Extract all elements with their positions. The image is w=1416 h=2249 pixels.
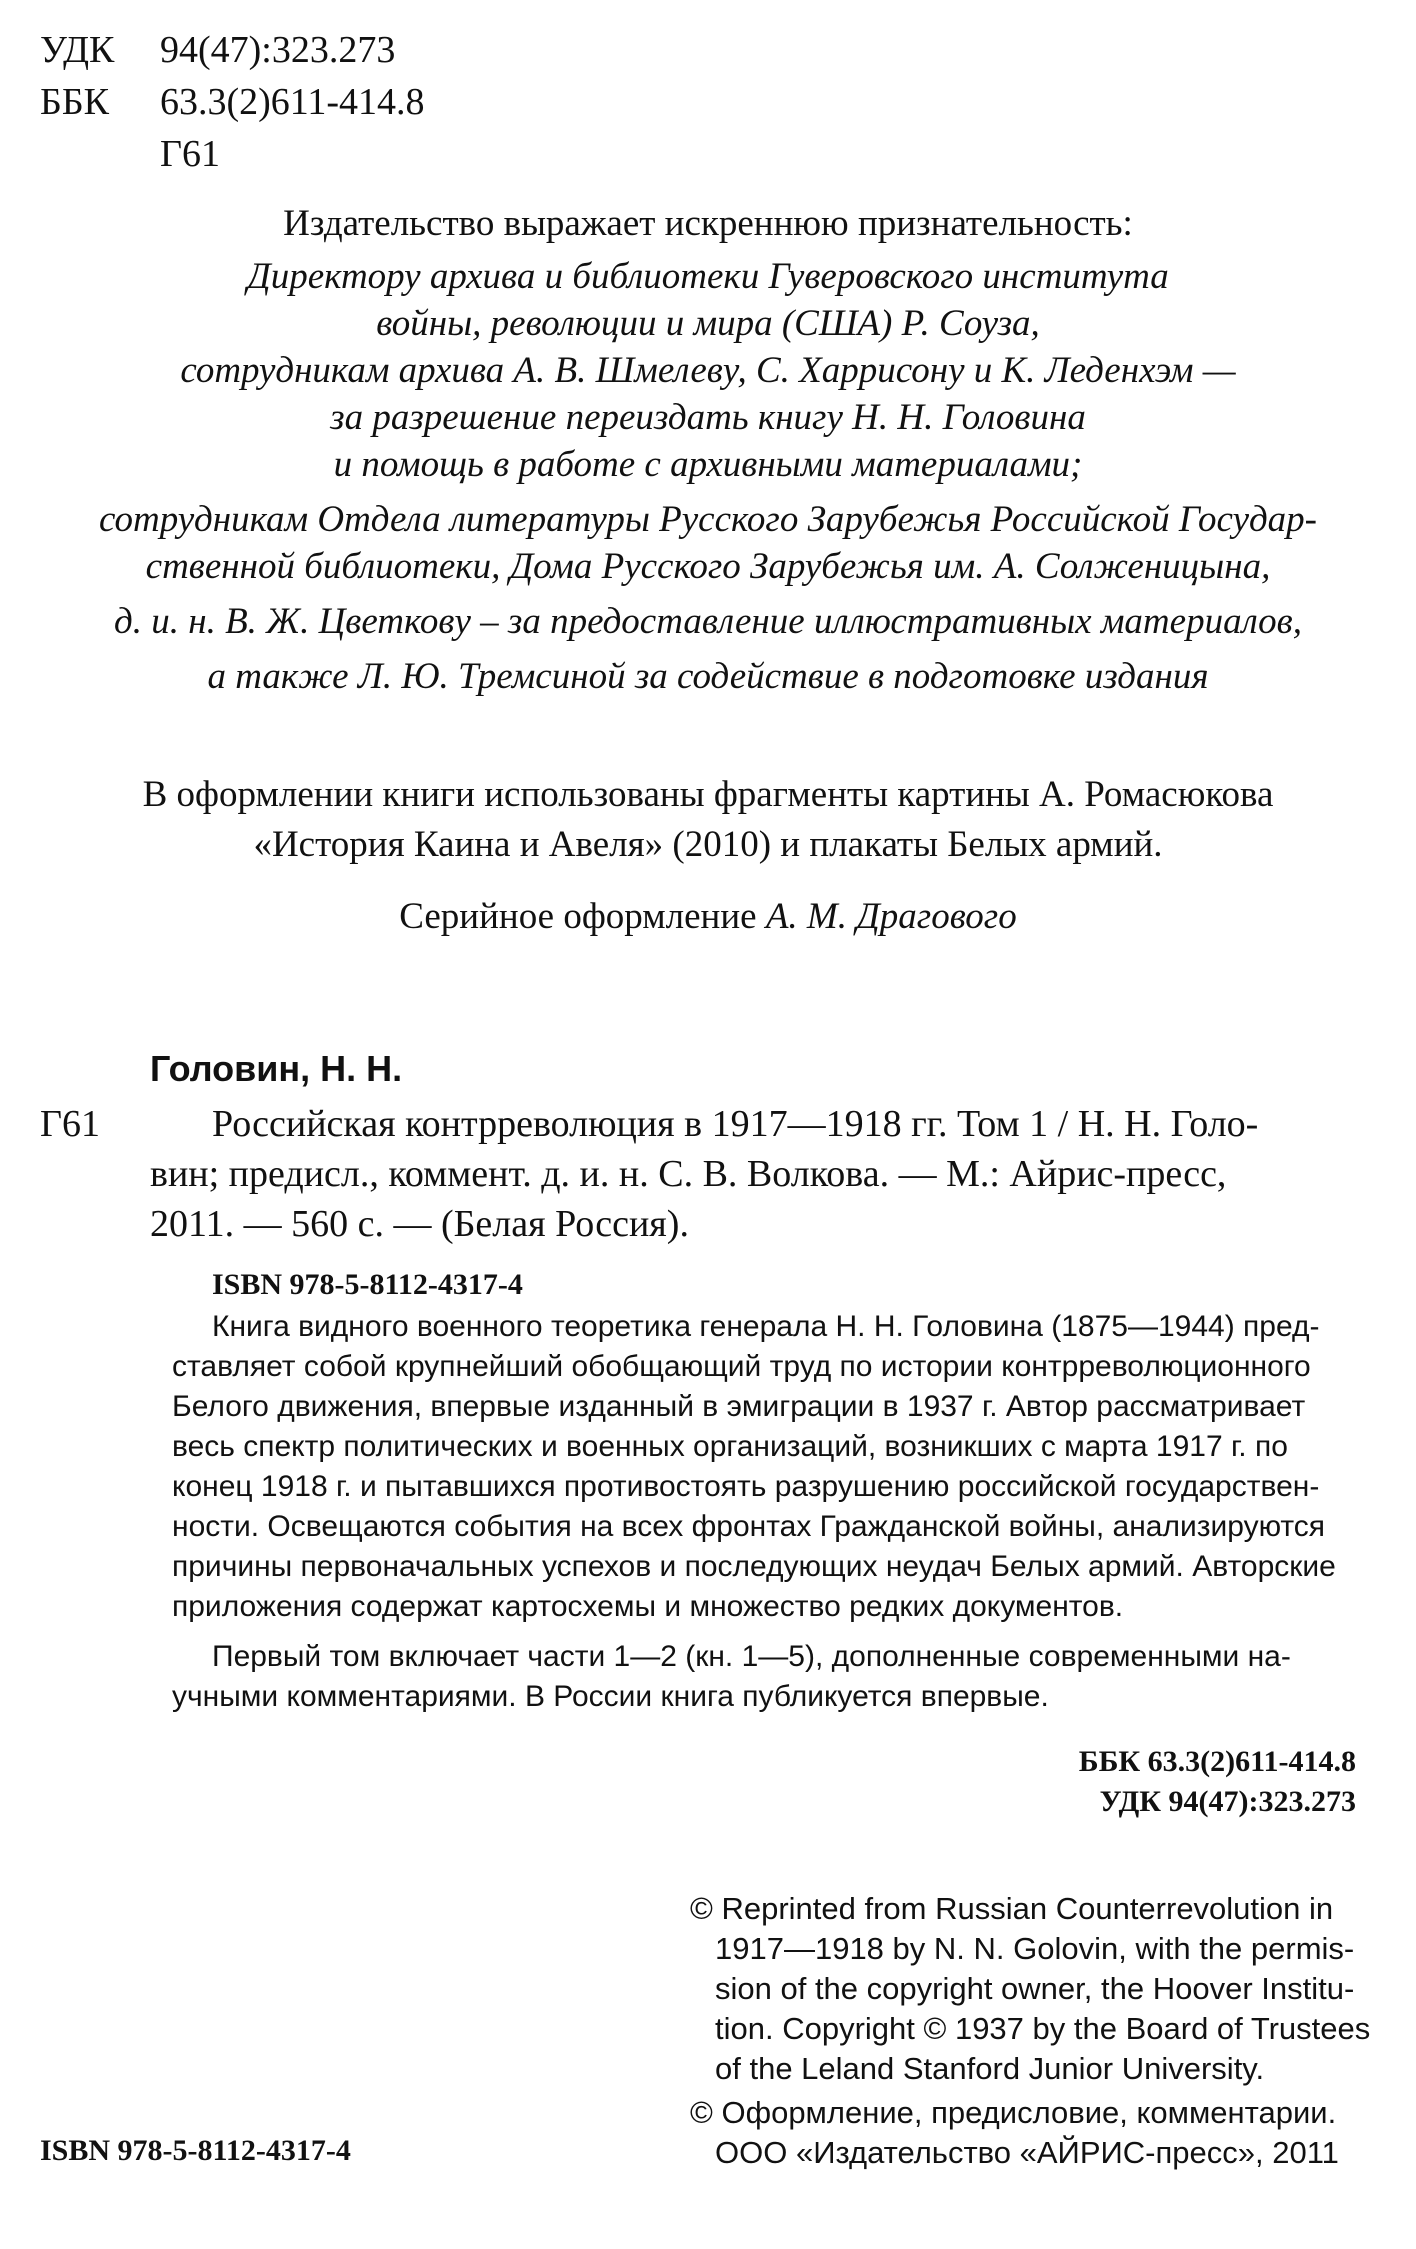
abstract-line: учными комментариями. В России книга публикуется впервые. [172,1680,1049,1713]
abstract-line: весь спектр политических и военных организаций, возникших с марта 1917 г. по [172,1430,1288,1463]
acknowledgements [40,200,1376,700]
copyright-line: tion. Copyright © 1937 by the Board of Trustees [715,2011,1371,2046]
acknowledgement-line: за разрешение переиздать книгу Н. Н. Головина [330,397,1086,438]
copyright-line: of the Leland Stanford Junior University. [715,2051,1265,2086]
acknowledgement-line: Директору архива и библиотеки Гуверовского института [247,256,1169,297]
copyright-line: 1917—1918 by N. N. Golovin, with the permis- [715,1931,1355,1966]
bbk-value: 63.3(2)611-414.8 [160,81,425,123]
acknowledgements-intro: Издательство выражает искреннюю признательность: [283,203,1133,244]
acknowledgement-line: войны, революции и мира (США) Р. Соуза, [376,303,1040,344]
design-note [40,770,1376,870]
author-mark-top: Г61 [160,133,220,175]
author-heading: Головин, Н. Н. [150,1048,403,1089]
copyright-line: ООО «Издательство «АЙРИС-пресс», 2011 [715,2135,1339,2170]
entry-line: Российская контрреволюция в 1917—1918 гг. Том 1 / Н. Н. Голо- [212,1103,1259,1145]
entry-bbk: ББК 63.3(2)611-414.8 [1078,1745,1356,1778]
udk-value: 94(47):323.273 [160,29,396,71]
entry-line: 2011. — 560 с. — (Белая Россия). [150,1203,689,1245]
acknowledgement-line: и помощь в работе с архивными материалами; [333,444,1083,485]
design-note-line: В оформлении книги использованы фрагменты картины А. Ромасюкова [142,774,1274,815]
design-note-line: «История Каина и Авеля» (2010) и плакаты Белых армий. [253,824,1163,865]
author-mark: Г61 [40,1103,100,1145]
acknowledgement-line: а также Л. Ю. Тремсиной за содействие в подготовке издания [207,656,1209,697]
acknowledgement-line: сотрудникам архива А. В. Шмелеву, С. Харрисону и К. Леденхэм — [180,350,1236,391]
series-designer: А. М. Драгового [765,896,1017,937]
copyright-line: © Оформление, предисловие, комментарии. [690,2095,1337,2130]
abstract-line: ставляет собой крупнейший обобщающий труд по истории контрреволюционного [172,1350,1311,1383]
bottom-isbn: ISBN 978-5-8112-4317-4 [40,2134,351,2167]
acknowledgement-line: д. и. н. В. Ж. Цветкову – за предоставление иллюстративных материалов, [114,601,1302,642]
series-design-label: Серийное оформление [399,896,757,937]
abstract-line: Первый том включает части 1—2 (кн. 1—5), дополненные современными на- [212,1640,1291,1673]
entry-udk: УДК 94(47):323.273 [1099,1785,1356,1818]
abstract-line: ности. Освещаются события на всех фронтах Гражданской войны, анализируются [172,1510,1326,1543]
acknowledgement-line: сотрудникам Отдела литературы Русского Зарубежья Российской Государ- [99,499,1317,540]
abstract-line: конец 1918 г. и пытавшихся противостоять разрушению российской государствен- [172,1470,1320,1503]
copyright-line: sion of the copyright owner, the Hoover Institu- [715,1971,1355,2006]
bbk-label: ББК [40,81,109,123]
entry-isbn: ISBN 978-5-8112-4317-4 [212,1268,523,1301]
series-design [40,895,1376,938]
entry-line: вин; предисл., коммент. д. и. н. С. В. Волкова. — М.: Айрис-пресс, [150,1153,1227,1195]
abstract-line: Книга видного военного теоретика генерала Н. Н. Головина (1875—1944) пред- [212,1310,1320,1343]
udk-label: УДК [40,29,115,71]
abstract-line: приложения содержат картосхемы и множество редких документов. [172,1590,1124,1623]
abstract-line: Белого движения, впервые изданный в эмиграции в 1937 г. Автор рассматривает [172,1390,1306,1423]
acknowledgement-line: ственной библиотеки, Дома Русского Зарубежья им. А. Солженицына, [145,546,1271,587]
abstract-line: причины первоначальных успехов и последующих неудач Белых армий. Авторские [172,1550,1336,1583]
copyright-line: © Reprinted from Russian Counterrevolution in [690,1891,1334,1926]
